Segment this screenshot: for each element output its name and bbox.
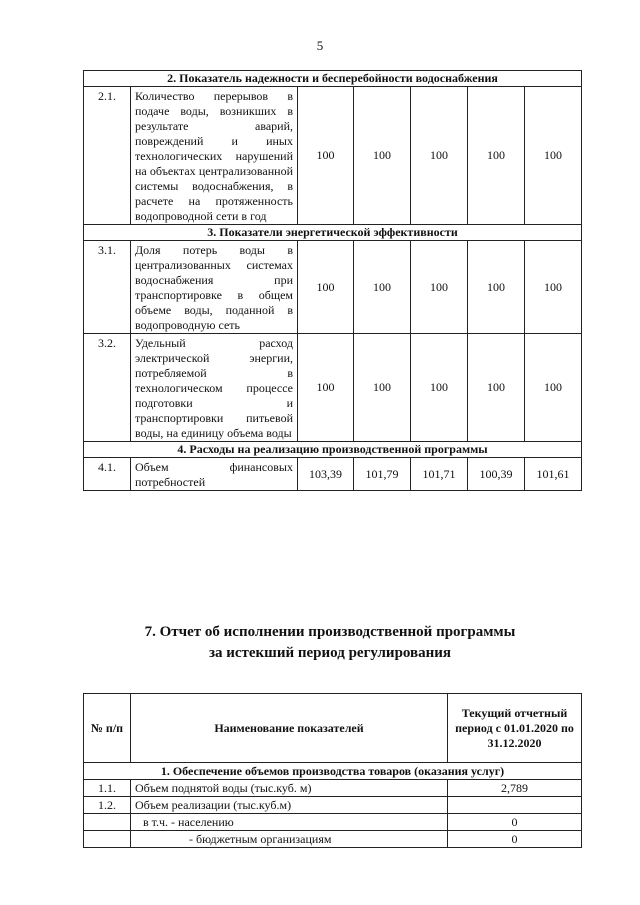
row-value [448,797,582,814]
row-value: 100 [525,334,582,442]
row-value: 100 [354,87,411,225]
row-value: 100 [354,334,411,442]
table-row [84,831,582,848]
row-name: Объем реализации (тыс.куб.м) [131,797,448,814]
row-value: 101,71 [411,458,468,491]
section-row [84,71,582,87]
table-row [84,797,582,814]
row-value: 0 [448,831,582,848]
section-title: 1. Обеспечение объемов производства товаров (оказания услуг) [84,763,582,780]
section-title: 2. Показатель надежности и бесперебойности водоснабжения [84,71,582,87]
row-value: 101,61 [525,458,582,491]
page-number: 5 [316,38,324,53]
table-row [84,241,582,334]
table-row [84,334,582,442]
row-description: Объем финансовых потребностей [131,458,298,491]
row-value: 100 [468,87,525,225]
row-value: 100 [525,241,582,334]
row-num [84,831,131,848]
row-num: 1.1. [84,780,131,797]
header-num: № п/п [84,694,131,763]
indicators-table [83,70,582,491]
row-num: 4.1. [84,458,131,491]
row-value: 100 [468,334,525,442]
heading-line-1: 7. Отчет об исполнении производственной программы [144,624,516,640]
row-value: 100 [411,87,468,225]
table-header-row [84,694,582,763]
row-value: 100 [298,334,354,442]
table-row [84,87,582,225]
row-value: 100 [468,241,525,334]
section-row [84,225,582,241]
row-value: 2,789 [448,780,582,797]
row-value: 100 [298,87,354,225]
table-row [84,814,582,831]
row-name: Объем поднятой воды (тыс.куб. м) [131,780,448,797]
section-title: 3. Показатели энергетической эффективности [84,225,582,241]
row-num [84,814,131,831]
row-description: Количество перерывов в подаче воды, возникших в результате аварий, повреждений и иных технологических нарушений на объектах централизованной системы водоснабжения, в расчете на протяженность водопроводной сети в год [131,87,298,225]
table-row [84,458,582,491]
row-value: 100 [354,241,411,334]
row-name: - бюджетным организациям [131,831,448,848]
row-value: 100 [411,241,468,334]
row-value: 101,79 [354,458,411,491]
row-num: 3.1. [84,241,131,334]
row-num: 1.2. [84,797,131,814]
row-num: 3.2. [84,334,131,442]
row-value: 103,39 [298,458,354,491]
row-value: 100 [411,334,468,442]
header-name: Наименование показателей [131,694,448,763]
row-name: в т.ч. - населению [131,814,448,831]
section-row [84,442,582,458]
row-description: Доля потерь воды в централизованных системах водоснабжения при транспортировке в общем объеме воды, поданной в водопроводную сеть [131,241,298,334]
row-value: 100 [525,87,582,225]
section-row [84,763,582,780]
section-title: 4. Расходы на реализацию производственной программы [84,442,582,458]
row-num: 2.1. [84,87,131,225]
row-value: 100 [298,241,354,334]
section-heading [60,622,600,664]
header-period: Текущий отчетный период с 01.01.2020 по 31.12.2020 [448,694,582,763]
heading-line-2: за истекший период регулирования [208,645,452,661]
row-description: Удельный расход электрической энергии, потребляемой в технологическом процессе подготовки и транспортировки питьевой воды, на единицу объема воды [131,334,298,442]
table-row [84,780,582,797]
row-value: 0 [448,814,582,831]
row-value: 100,39 [468,458,525,491]
report-table [83,693,582,848]
